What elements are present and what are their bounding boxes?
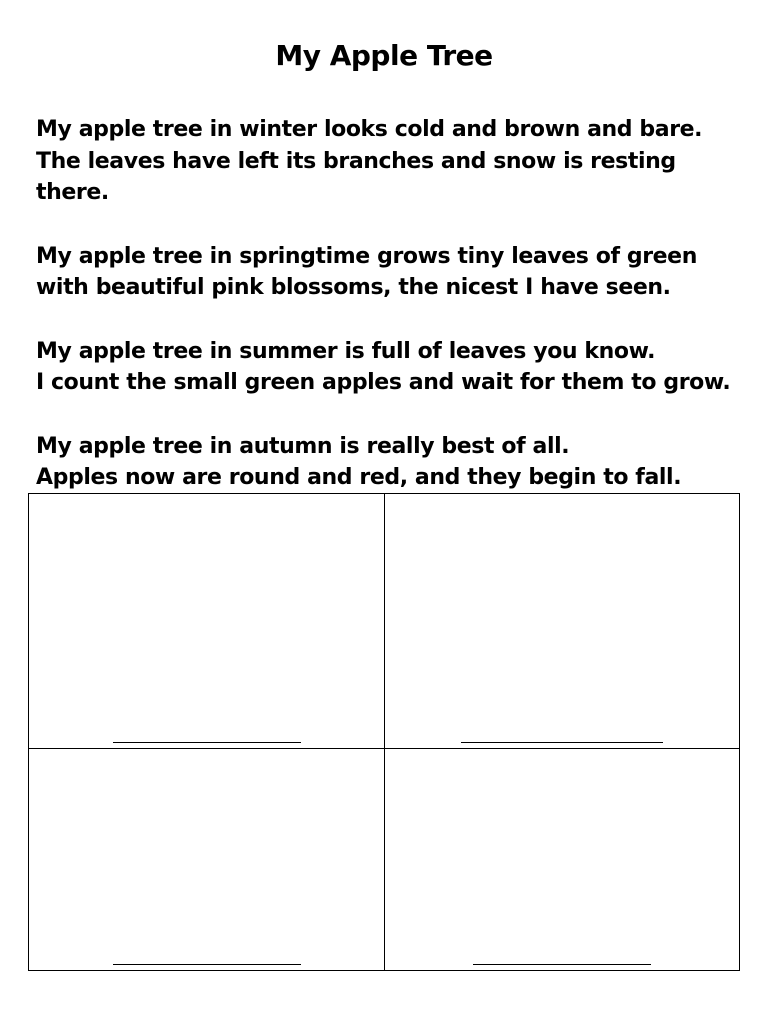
poem-line: there. [36, 180, 109, 205]
label-write-line[interactable] [461, 742, 663, 743]
stanza-spring [36, 241, 756, 304]
drawing-box-1[interactable] [29, 494, 385, 749]
poem-line: I count the small green apples and wait for them to grow. [36, 370, 731, 395]
label-write-line[interactable] [113, 742, 301, 743]
stanza-autumn [36, 431, 756, 494]
poem-line: My apple tree in summer is full of leaves you know. [36, 338, 656, 364]
drawing-grid [28, 493, 740, 971]
poem-line: with beautiful pink blossoms, the nicest I have seen. [36, 275, 671, 300]
page-title: My Apple Tree [275, 39, 493, 72]
poem-line: My apple tree in winter looks cold and brown and bare. [36, 117, 703, 142]
poem-line: My apple tree in springtime grows tiny leaves of green [36, 243, 697, 269]
poem-line: My apple tree in autumn is really best of all. [36, 433, 570, 459]
drawing-box-2[interactable] [385, 494, 739, 749]
poem-line: The leaves have left its branches and snow is resting [36, 148, 676, 174]
drawing-box-3[interactable] [29, 749, 385, 970]
label-write-line[interactable] [113, 964, 301, 965]
stanza-summer [36, 336, 756, 399]
poem-line: Apples now are round and red, and they begin to fall. [36, 465, 682, 490]
label-write-line[interactable] [473, 964, 651, 965]
stanza-winter [36, 114, 756, 209]
poem [36, 114, 756, 526]
drawing-box-4[interactable] [385, 749, 739, 970]
